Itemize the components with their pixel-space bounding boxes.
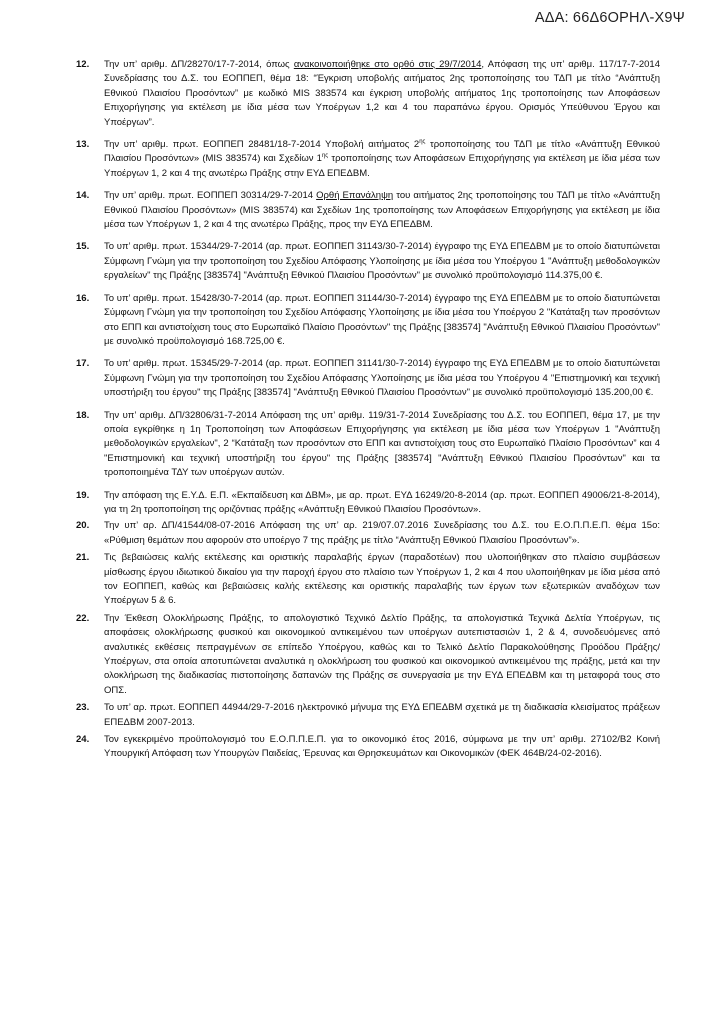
item-text: Την υπ’ αριθμ. ΔΠ/28270/17-7-2014, όπως [104, 59, 294, 70]
item-text: του αιτήματος 2ης τροποποίησης του ΤΔΠ με τίτλο «Ανάπτυξη Εθνικού Πλαισίου Προσόντων» (MIS 383574) και Σχεδίων 1ης τροποποίησης των Αποφάσεων Επιχορήγησης για εκτέλεση με ίδια μέσα των Υποέργων 1, 2 και 4 της ανωτέρω Πράξης, προς την ΕΥΔ ΕΠΕΔΒΜ. [104, 190, 660, 231]
item-text: Την Έκθεση Ολοκλήρωσης Πράξης, το απολογιστικό Τεχνικό Δελτίο Πράξης, τα απολογιστικά Τεχνικά Δελτία Υποέργων, τις αποφάσεις ολοκλήρωσης φυσικού και οικονομικού αντικειμένου των υποέργων αυτεπιστασιών 1, 2 & 4, συνοδευόμενες από αναλυτικές εκθέσεις πεπραγμένων σε επίπεδο Υποέργου, καθώς και το Τελικό Δελτίο Παρακολούθησης Προόδου Πράξης/Υποέργων, στα οποία αποτυπώνεται αναλυτικά η ολοκλήρωση του φυσικού και οικονομικού αντικειμένου της πράξης, μετά και την ολοκλήρωση της διαδικασίας πιστοποίησης δαπανών της Πράξης σε συνεργασία με την ΕΥΔ ΕΠΕΔΒΜ και τη μεταφορά τους στο ΟΠΣ. [104, 612, 660, 696]
list-item [76, 733, 660, 762]
item-number: 15. [76, 241, 90, 253]
list-item [76, 551, 660, 609]
item-text: τροποποίησης των Αποφάσεων Επιχορήγησης για εκτέλεση με ίδια μέσα των Υποέργων 1, 2 και 4 της ανωτέρω Πράξης στην ΕΥΔ ΕΠΕΔΒΜ. [104, 153, 660, 179]
list-item [76, 612, 660, 698]
item-number: 23. [76, 702, 90, 714]
list-item [76, 240, 660, 283]
underlined-text: ανακοινοποιήθηκε στο ορθό στις 29/7/2014 [293, 59, 482, 70]
list-item [76, 701, 660, 730]
item-text: Την υπ’ αριθμ. ΔΠ/32806/31-7-2014 Απόφαση της υπ’ αριθμ. 119/31-7-2014 Συνεδρίασης του Δ.Σ. του ΕΟΠΠΕΠ, θέμα 17, με την οποία εγκρίθηκε η 1η Τροποποίηση των Αποφάσεων Επιχορήγησης για εκτέλεση με ίδια μέσα των Υποέργων 1 "Ανάπτυξη μεθοδολογικών εργαλείων", 2 “Κατάταξη των προσόντων στο ΕΠΠ και αντιστοίχιση τους στο Ευρωπαϊκό Πλαίσιο Προσόντων” και 4 "Επιστημονική και τεχνική υποστήριξη του έργου" της Πράξης [383574] "Ανάπτυξη Εθνικού Πλαισίου Προσόντων" και τα τροποποιημένα ΤΔΥ των υποέργων αυτών. [104, 409, 660, 479]
list-item [76, 58, 660, 130]
item-text: Τον εγκεκριμένο προϋπολογισμό του Ε.Ο.Π.Π.Ε.Π. για το οικονομικό έτος 2016, σύμφωνα με την υπ’ αριθμ. 27102/Β2 Κοινή Υπουργική Απόφαση των Υπουργών Παιδείας, Έρευνας και Θρησκευμάτων και Οικονομικών (ΦΕΚ 464Β/24-02-2016). [104, 734, 660, 760]
item-text: Το υπ’ αριθμ. πρωτ. 15428/30-7-2014 (αρ. πρωτ. ΕΟΠΠΕΠ 31144/30-7-2014) έγγραφο της ΕΥΔ ΕΠΕΔΒΜ με το οποίο διατυπώνεται Σύμφωνη Γνώμη για την τροποποίηση του Σχεδίου Απόφασης Υλοποίησης με ίδια μέσα του Υποέργου 2 "Κατάταξη των προσόντων στο ΕΠΠ και αντιστοίχιση τους στο Ευρωπαϊκό Πλαίσιο Προσόντων" της Πράξης [383574] "Ανάπτυξη Εθνικού Πλαισίου Προσόντων" με συνολικό προϋπολογισμό 168.725,00 €. [104, 292, 660, 347]
item-number: 17. [76, 358, 90, 370]
item-number: 20. [76, 520, 90, 532]
item-number: 14. [76, 190, 90, 202]
list-item [76, 409, 660, 481]
item-text: Τις βεβαιώσεις καλής εκτέλεσης και οριστικής παραλαβής έργων (παραδοτέων) που υλοποιήθηκαν στο πλαίσιο συμβάσεων μίσθωσης έργου ιδιωτικού δικαίου για την παροχή έργου στο πλαίσιο των Υποέργων 1, 2 και 4 που υλοποιήθηκαν με ίδια μέσα από τον ΕΟΠΠΕΠ, καθώς και βεβαιώσεις καλής εκτέλεσης και οριστικής παραλαβής των έργων των εξωτερικών αναδόχων των Υποέργων 5 & 6. [104, 552, 660, 607]
item-number: 24. [76, 734, 90, 746]
underlined-text: Ορθή Επανάληψη [316, 190, 394, 202]
recitals-list [76, 58, 660, 762]
list-item [76, 292, 660, 350]
item-text: Το υπ’ αριθμ. πρωτ. 15344/29-7-2014 (αρ. πρωτ. ΕΟΠΠΕΠ 31143/30-7-2014) έγγραφο της ΕΥΔ ΕΠΕΔΒΜ με το οποίο διατυπώνεται Σύμφωνη Γνώμη για την τροποποίηση του Σχεδίου Απόφασης Υλοποίησης με ίδια μέσα του Υποέργου 1 "Ανάπτυξη μεθοδολογικών εργαλείων" της Πράξης [383574] "Ανάπτυξη Εθνικού Πλαισίου Προσόντων" με συνολικό προϋπολογισμό 114.375,00 €. [104, 241, 660, 282]
item-number: 21. [76, 552, 90, 564]
list-item [76, 138, 660, 181]
item-text: Το υπ’ αρ. πρωτ. ΕΟΠΠΕΠ 44944/29-7-2016 ηλεκτρονικό μήνυμα της ΕΥΔ ΕΠΕΔΒΜ σχετικά με τη διαδικασία κλεισίματος πράξεων ΕΠΕΔΒΜ 2007-2013. [104, 702, 660, 728]
list-item [76, 519, 660, 548]
item-text: Την υπ’ αριθμ. πρωτ. ΕΟΠΠΕΠ 28481/18-7-2014 Υποβολή αιτήματος 2 [104, 139, 420, 151]
item-number: 18. [76, 409, 90, 421]
list-item [76, 489, 660, 518]
item-number: 16. [76, 292, 90, 304]
item-text: Την υπ’ αριθμ. πρωτ. ΕΟΠΠΕΠ 30314/29-7-2014 [104, 190, 317, 202]
item-number: 22. [76, 612, 90, 624]
item-text: Την απόφαση της Ε.Υ.Δ. Ε.Π. «Εκπαίδευση και ΔΒΜ», με αρ. πρωτ. ΕΥΔ 16249/20-8-2014 (αρ. πρωτ. ΕΟΠΠΕΠ 49006/21-8-2014), για τη 2η τροποποίηση της οριζόντιας πράξης «Ανάπτυξη Εθνικού Πλαισίου Προσόντων». [104, 489, 660, 515]
item-text: Την υπ’ αρ. ΔΠ/41544/08-07-2016 Απόφαση της υπ’ αρ. 219/07.07.2016 Συνεδρίασης του Δ.Σ. του Ε.Ο.Π.Π.Ε.Π. θέμα 15ο: «Ρύθμιση θεμάτων που αφορούν στο υποέργο 7 της πράξης με τίτλο “Ανάπτυξη Εθνικού Πλαισίου Προσόντων”». [104, 520, 660, 546]
ada-code: ΑΔΑ: 66Δ6ΟΡΗΛ-Χ9Ψ [534, 10, 685, 26]
list-item [76, 189, 660, 232]
item-number: 13. [76, 139, 90, 151]
item-number: 19. [76, 489, 90, 501]
superscript: ης [419, 138, 426, 145]
item-number: 12. [76, 59, 90, 70]
superscript: ης [321, 153, 329, 160]
item-text: , Απόφαση της υπ’ αριθμ. 117/17-7-2014 Συνεδρίασης του Δ.Σ. του ΕΟΠΠΕΠ, θέμα 18: “Έγκριση υποβολής αιτήματος 2ης τροποποίησης του ΤΔΠ με τίτλο “Ανάπτυξη Εθνικού Πλαισίου Προσόντων” με κωδικό MIS 383574 και έγκριση υποβολής αιτήματος 1ης τροποποίησης των Αποφάσεων Επιχορήγησης για εκτέλεση με ίδια μέσα των Υποέργων 1,2 και 4 του παραπάνω έργου. Ορισμός Υπεύθυνου Έργου και Υποέργων”. [104, 59, 660, 128]
item-text: τροποποίησης του ΤΔΠ με τίτλο «Ανάπτυξη Εθνικού Πλαισίου Προσόντων» (MIS 383574) και Σχεδίων 1 [104, 139, 660, 165]
list-item [76, 357, 660, 400]
item-text: Το υπ’ αριθμ. πρωτ. 15345/29-7-2014 (αρ. πρωτ. ΕΟΠΠΕΠ 31141/30-7-2014) έγγραφο της ΕΥΔ ΕΠΕΔΒΜ με το οποίο διατυπώνεται Σύμφωνη Γνώμη για την τροποποίηση του Σχεδίου Απόφασης Υλοποίησης με ίδια μέσα του Υποέργου 4 "Επιστημονική και τεχνική υποστήριξη του έργου" της Πράξης [383574] "Ανάπτυξη Εθνικού Πλαισίου Προσόντων" με συνολικό προϋπολογισμό 135.200,00 €. [104, 358, 660, 399]
